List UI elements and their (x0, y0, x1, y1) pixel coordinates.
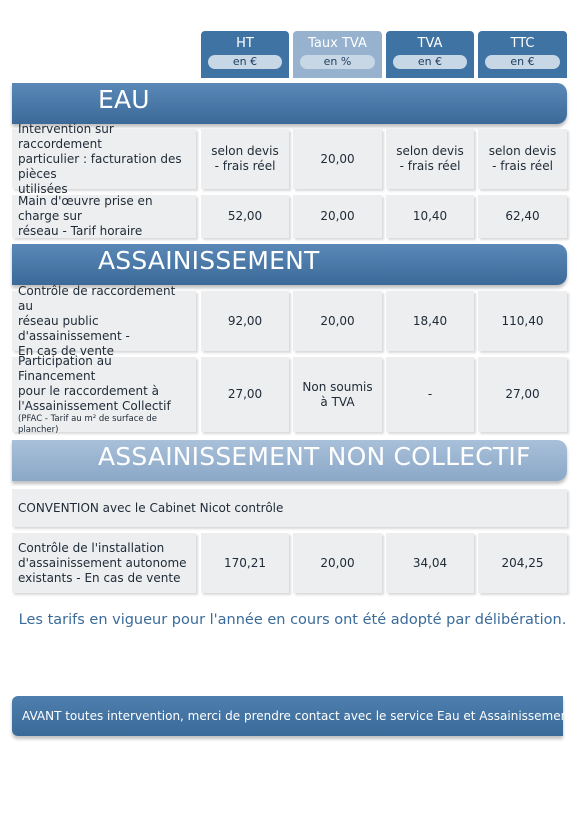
cell-ttc (478, 195, 567, 238)
cell-value: 20,00 (320, 555, 355, 570)
cell-value: selon devis - frais réel (211, 144, 279, 173)
section-title: ASSAINISSEMENT (98, 246, 320, 275)
cell-taux (293, 291, 382, 351)
cell-value: selon devis - frais réel (488, 144, 557, 173)
column-unit: en % (300, 55, 375, 69)
section-header-eau (12, 83, 567, 124)
cell-ht (201, 357, 289, 432)
row-label-line: pour le raccordement à (18, 383, 159, 398)
row-label-line: utilisées (18, 181, 68, 196)
cell-ttc (478, 291, 567, 351)
column-header-ttc (478, 31, 567, 78)
cell-taux (293, 195, 382, 238)
cell-value: 110,40 (501, 313, 544, 328)
column-title: TTC (510, 36, 535, 51)
cell-ht (201, 195, 289, 238)
cell-ht (201, 291, 289, 351)
row-label-controle-raccordement (12, 283, 196, 358)
cell-value: 10,40 (412, 209, 448, 223)
row-label-line: particulier : facturation des pièces (18, 151, 182, 181)
cell-value: Non soumis à TVA (302, 379, 373, 409)
row-label-intervention (12, 121, 196, 196)
row-label-line: réseau - Tarif horaire (18, 224, 143, 238)
cell-value: 52,00 (227, 209, 263, 223)
tariff-note: Les tarifs en vigueur pour l'année en cours ont été adopté par délibération. (18, 612, 567, 628)
cell-taux (293, 129, 382, 189)
cell-value: 18,40 (412, 313, 448, 328)
row-label-line: Contrôle de l'installation (18, 540, 165, 555)
column-unit: en € (208, 55, 282, 69)
column-title: HT (236, 36, 254, 51)
row-label-line: réseau public d'assainissement - (18, 313, 130, 343)
row-label-line: En cas de vente (18, 343, 115, 358)
cell-ttc (478, 357, 567, 432)
column-unit: en € (393, 55, 467, 69)
cell-value: selon devis - frais réel (396, 144, 464, 173)
row-label-line: Intervention sur raccordement (18, 121, 114, 151)
row-label-main-oeuvre (12, 195, 196, 238)
cell-value: 204,25 (501, 555, 544, 570)
column-header-taux-tva (293, 31, 382, 78)
row-label-line: existants - En cas de vente (18, 570, 181, 585)
column-title: TVA (417, 36, 443, 51)
contact-banner: AVANT toutes intervention, merci de prendre contact avec le service Eau et Assainissement. (12, 696, 563, 736)
column-header-ht (201, 31, 289, 78)
section-title: EAU (98, 85, 150, 114)
cell-tva (386, 533, 474, 593)
cell-ht (201, 533, 289, 593)
column-unit: en € (485, 55, 560, 69)
row-label-controle-installation (12, 533, 196, 593)
row-label-line: Main d'œuvre prise en charge sur (18, 194, 153, 223)
cell-value: 170,21 (224, 555, 266, 570)
cell-ttc (478, 533, 567, 593)
section-header-anc (12, 440, 567, 481)
row-label-note: (PFAC - Tarif au m² de surface de plancher) (18, 413, 157, 435)
cell-taux (293, 357, 382, 432)
row-label-pfac (12, 353, 196, 435)
cell-value: - (427, 387, 433, 401)
cell-value: 62,40 (505, 209, 540, 223)
row-label-line: Participation au Financement (18, 353, 112, 383)
cell-taux (293, 533, 382, 593)
cell-value: 20,00 (320, 151, 355, 166)
cell-tva (386, 357, 474, 432)
convention-row (12, 489, 567, 527)
cell-tva (386, 291, 474, 351)
cell-value: 92,00 (227, 313, 263, 328)
row-label-line: l'Assainissement Collectif (18, 398, 171, 413)
cell-value: 27,00 (227, 387, 263, 401)
column-title: Taux TVA (308, 36, 367, 51)
section-title: ASSAINISSEMENT NON COLLECTIF (98, 442, 531, 471)
cell-value: 34,04 (412, 555, 448, 570)
row-label-line: Contrôle de raccordement au (18, 283, 176, 313)
cell-tva (386, 195, 474, 238)
cell-tva (386, 129, 474, 189)
row-label-line: d'assainissement autonome (18, 555, 187, 570)
cell-ttc (478, 129, 567, 189)
cell-value: 20,00 (320, 209, 355, 223)
section-header-assainissement (12, 244, 567, 285)
convention-text: CONVENTION avec le Cabinet Nicot contrôle (18, 500, 284, 515)
cell-ht (201, 129, 289, 189)
cell-value: 20,00 (320, 313, 355, 328)
column-header-tva (386, 31, 474, 78)
cell-value: 27,00 (505, 387, 540, 401)
